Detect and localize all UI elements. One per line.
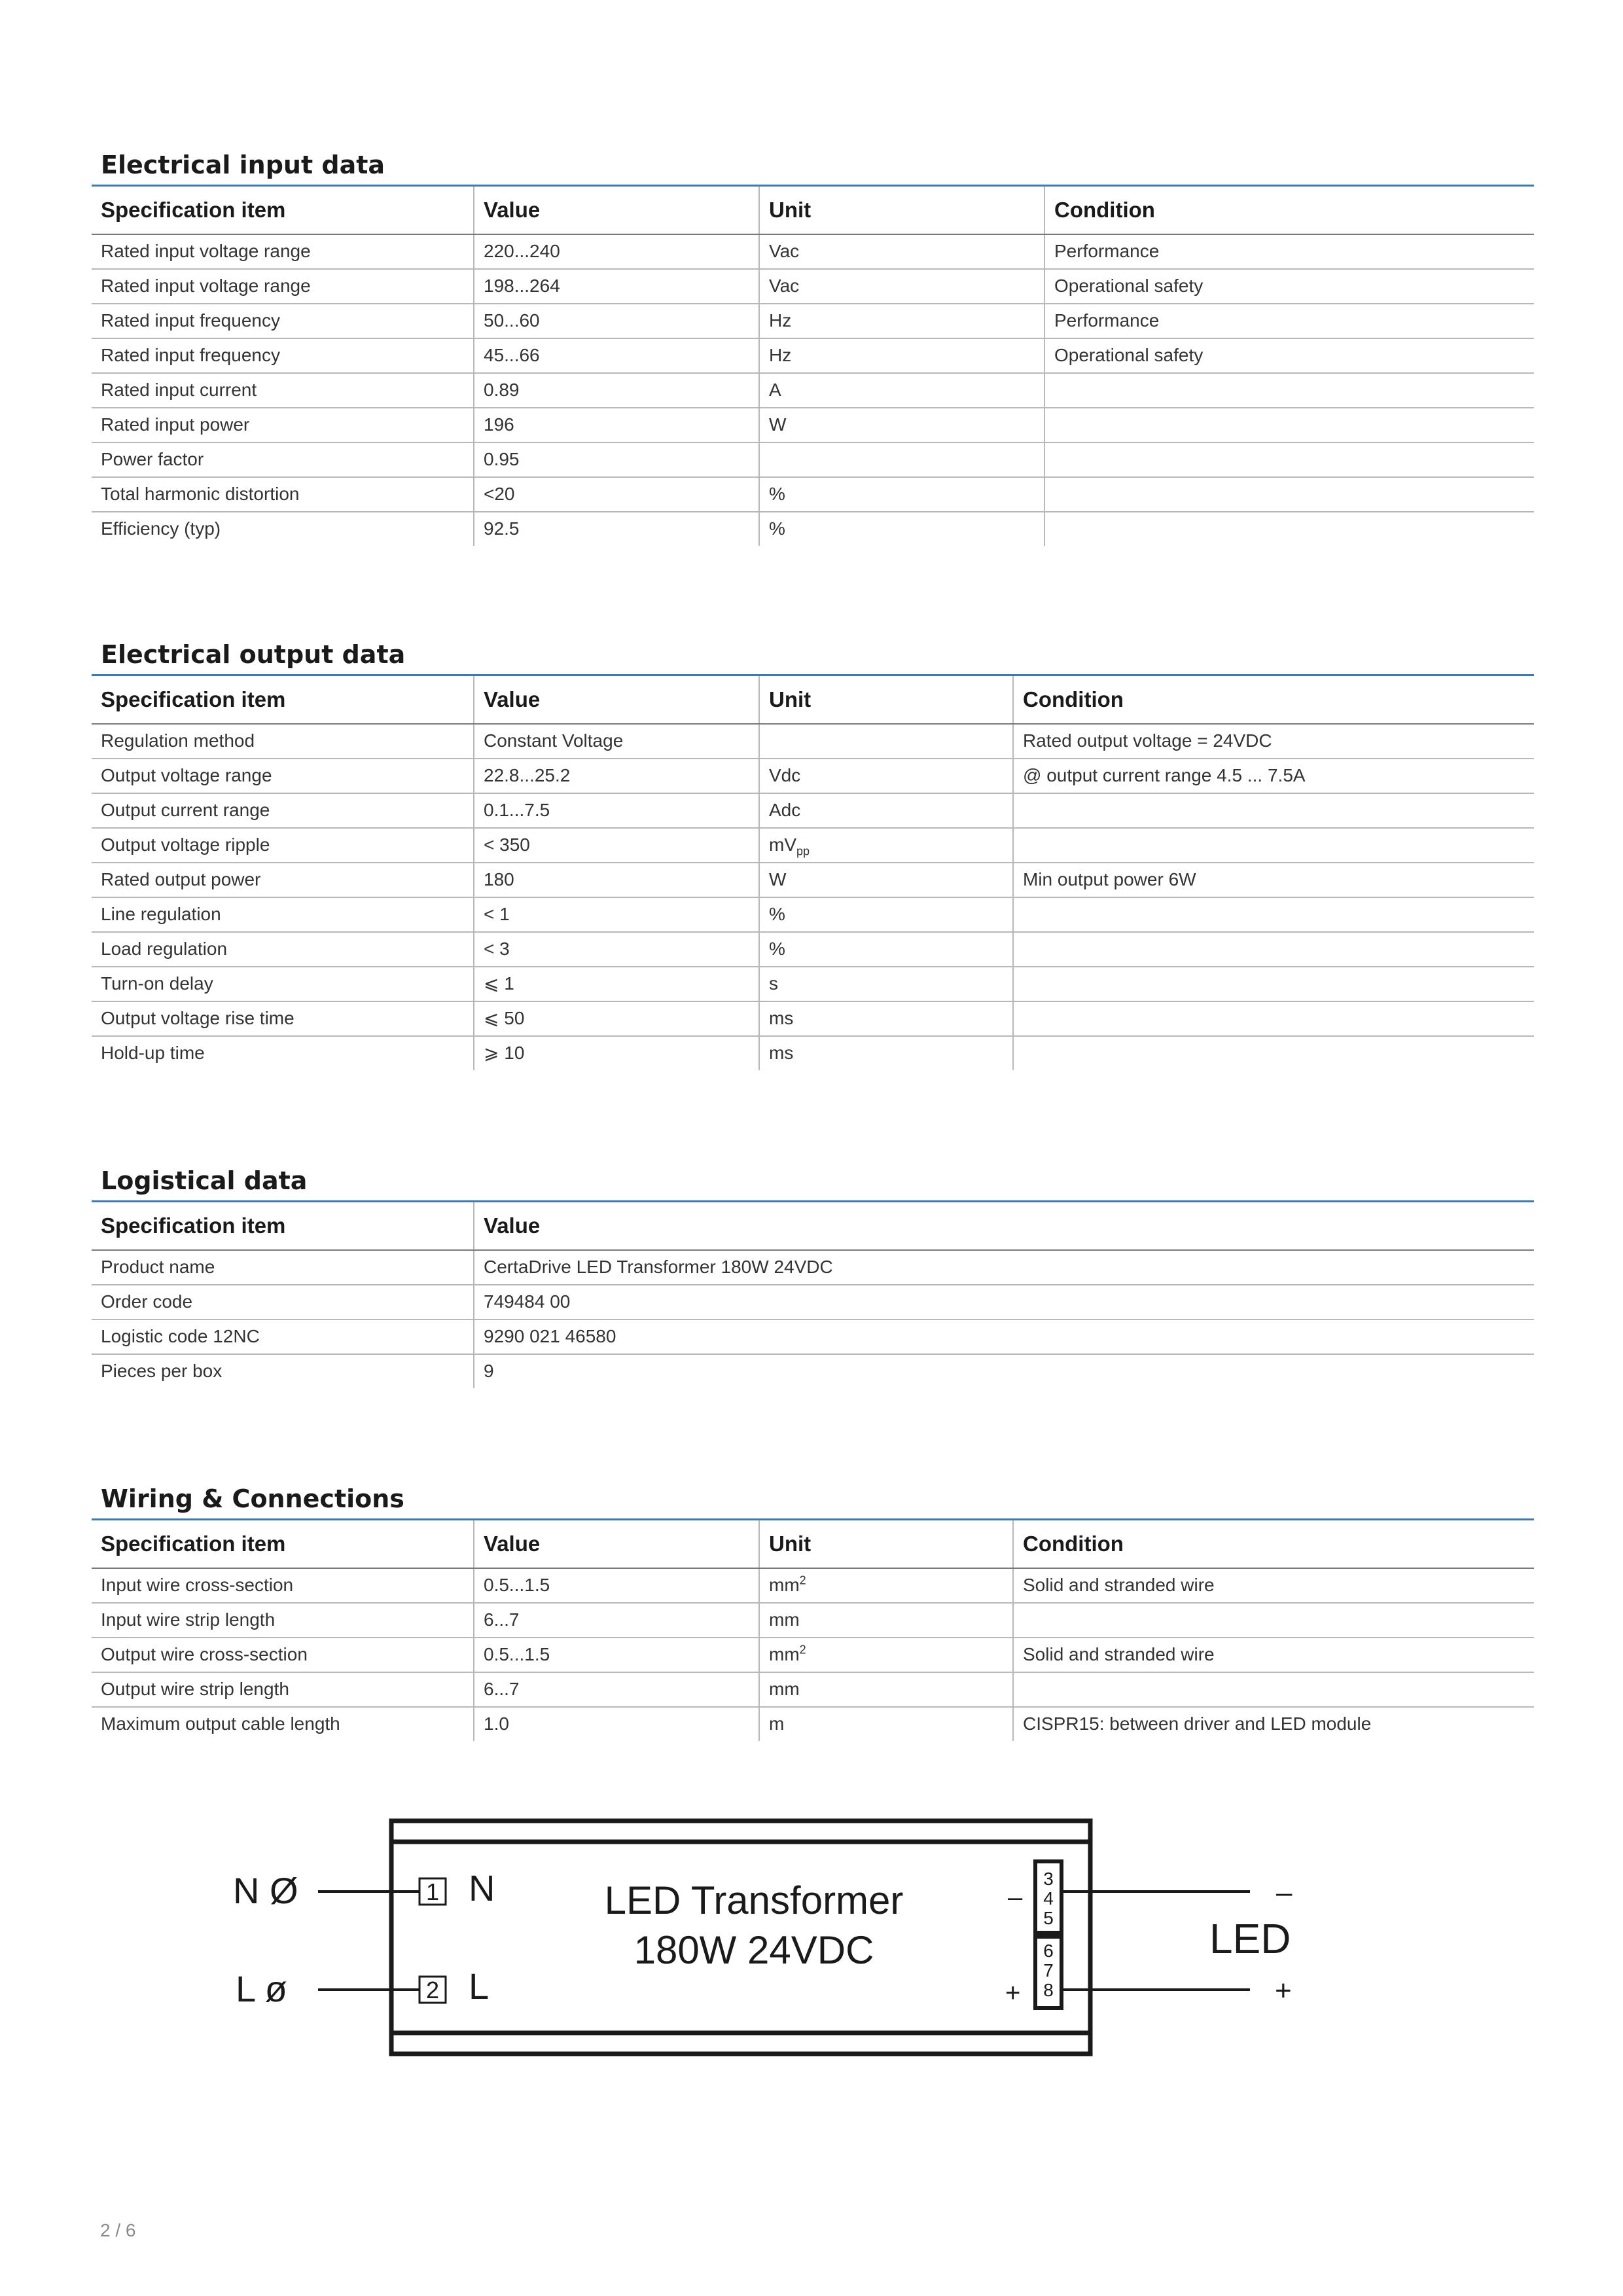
column-header: Value (474, 1202, 1534, 1250)
cell: Hold-up time (101, 1043, 205, 1063)
cell: 0.5...1.5 (474, 1568, 759, 1603)
pin-number: 8 (1043, 1980, 1054, 2000)
table-row (92, 897, 1534, 932)
table-row (92, 1707, 1534, 1741)
cell: 0.1...7.5 (474, 793, 759, 828)
column-header: Condition (1044, 187, 1534, 234)
cell: Vac (759, 234, 1044, 269)
cell: W (759, 408, 1044, 442)
cell: Turn-on delay (92, 967, 474, 1001)
cell: Regulation method (92, 724, 474, 759)
cell: Operational safety (1044, 269, 1534, 304)
cell: CISPR15: between driver and LED module (1013, 1707, 1534, 1741)
cell: Output wire cross-section (92, 1638, 474, 1672)
cell: 180 (474, 863, 759, 897)
table-row (92, 1036, 1534, 1070)
cell: 0.89 (474, 373, 759, 408)
cell: m (759, 1707, 1013, 1741)
table-row (92, 1250, 1534, 1285)
cell: Rated input frequency (92, 338, 474, 373)
cell (1013, 1672, 1534, 1707)
cell (759, 1638, 1013, 1672)
electrical-output-table (92, 676, 1534, 1070)
cell: Performance (1044, 234, 1534, 269)
cell: Output current range (92, 793, 474, 828)
cell (759, 442, 1044, 477)
table-row (92, 373, 1534, 408)
cell (1013, 932, 1534, 967)
cell: mm (759, 1672, 1013, 1707)
cell: Rated input power (92, 408, 474, 442)
cell: W (759, 863, 1013, 897)
cell: s (759, 967, 1013, 1001)
cell: @ output current range 4.5 ... 7.5A (1013, 759, 1534, 793)
cell (1044, 408, 1534, 442)
table-row (92, 1638, 1534, 1672)
table-row (92, 1568, 1534, 1603)
cell: < 3 (474, 932, 759, 967)
cell: Output voltage rise time (92, 1001, 474, 1036)
cell: % (759, 932, 1013, 967)
cell: Solid and stranded wire (1013, 1638, 1534, 1672)
cell (1013, 1603, 1534, 1638)
cell: mm (759, 1603, 1013, 1638)
table-row (92, 759, 1534, 793)
cell: % (759, 512, 1044, 546)
diagram-title-line1: LED Transformer (604, 1878, 904, 1922)
column-header: Value (474, 1520, 759, 1568)
cell: 6...7 (474, 1672, 759, 1707)
cell: ms (759, 1001, 1013, 1036)
cell: Output voltage range (92, 759, 474, 793)
unit-text: mm (769, 1575, 800, 1595)
cell: Min output power 6W (1013, 863, 1534, 897)
cell: Logistic code 12NC (92, 1319, 474, 1354)
cell: < 350 (474, 828, 759, 863)
cell: ⩽ 50 (474, 1001, 759, 1036)
minus-inner-label: – (1008, 1883, 1023, 1912)
output-terminal-block (1035, 1861, 1061, 2008)
led-label: LED (1209, 1915, 1291, 1962)
column-header: Condition (1013, 1520, 1534, 1568)
pin-number: 6 (1043, 1941, 1054, 1961)
cell: Performance (1044, 304, 1534, 338)
cell: % (759, 477, 1044, 512)
minus-outer-label: – (1276, 1876, 1293, 1909)
input-n-label: N Ø (233, 1870, 298, 1911)
cell: 50...60 (474, 304, 759, 338)
table-row (92, 724, 1534, 759)
cell: Rated input frequency (92, 304, 474, 338)
input-l-label: L ø (236, 1968, 287, 2009)
table-row (92, 408, 1534, 442)
wiring-table (92, 1520, 1534, 1741)
pin-number: 3 (1043, 1869, 1054, 1889)
cell: Constant Voltage (474, 724, 759, 759)
column-header: Specification item (92, 1520, 474, 1568)
cell: 9290 021 46580 (474, 1319, 1534, 1354)
table-header-row (92, 1520, 1534, 1568)
page-number: 2 / 6 (100, 2220, 136, 2240)
cell (1044, 512, 1534, 546)
table-header-row (92, 187, 1534, 234)
cell: Efficiency (typ) (101, 518, 221, 539)
wiring-diagram (196, 1793, 1322, 2068)
cell: Line regulation (92, 897, 474, 932)
logistical-table (92, 1202, 1534, 1388)
wiring-section (92, 1479, 1534, 1741)
cell: Hz (759, 304, 1044, 338)
terminal-2-number: 2 (425, 1977, 440, 2003)
table-row (92, 1603, 1534, 1638)
table-row (92, 234, 1534, 269)
column-header: Condition (1013, 676, 1534, 724)
cell: 0.95 (474, 442, 759, 477)
cell: Load regulation (92, 932, 474, 967)
cell: 1.0 (474, 1707, 759, 1741)
column-header: Specification item (92, 187, 474, 234)
table-row (92, 269, 1534, 304)
cell: Input wire strip length (92, 1603, 474, 1638)
table-row (92, 477, 1534, 512)
table-row (92, 1001, 1534, 1036)
cell: Vac (759, 269, 1044, 304)
cell: ⩾ 10 (474, 1036, 759, 1070)
cell: 45...66 (474, 338, 759, 373)
column-header: Value (474, 187, 759, 234)
cell: 9 (474, 1354, 1534, 1388)
cell: ms (759, 1036, 1013, 1070)
column-header: Unit (759, 1520, 1013, 1568)
cell: ⩽ 1 (474, 967, 759, 1001)
cell: 0.5...1.5 (474, 1638, 759, 1672)
section-title: Electrical output data (92, 635, 1534, 676)
table-row (92, 1319, 1534, 1354)
cell: Operational safety (1044, 338, 1534, 373)
cell: Product name (92, 1250, 474, 1285)
column-header: Specification item (92, 676, 474, 724)
terminal-n-label: N (469, 1867, 495, 1909)
column-header: Specification item (92, 1202, 474, 1250)
table-header-row (92, 676, 1534, 724)
table-row (92, 512, 1534, 546)
plus-inner-label: + (1005, 1979, 1021, 2007)
cell (1013, 1036, 1534, 1070)
electrical-input-table (92, 187, 1534, 546)
cell: Solid and stranded wire (1013, 1568, 1534, 1603)
cell (1013, 1001, 1534, 1036)
cell: Hz (759, 338, 1044, 373)
cell: Maximum output cable length (101, 1713, 340, 1734)
cell (1044, 477, 1534, 512)
cell: < 1 (474, 897, 759, 932)
table-row (92, 828, 1534, 863)
cell: Rated input voltage range (92, 234, 474, 269)
cell: Power factor (92, 442, 474, 477)
logistical-section (92, 1161, 1534, 1388)
section-title: Electrical input data (92, 145, 1534, 187)
cell: <20 (474, 477, 759, 512)
table-row (92, 304, 1534, 338)
cell: 749484 00 (474, 1285, 1534, 1319)
diagram-title-line2: 180W 24VDC (633, 1928, 874, 1972)
pin-number: 7 (1043, 1960, 1054, 1981)
cell: Pieces per box (101, 1361, 223, 1381)
unit-superscript: 2 (799, 1573, 806, 1587)
section-title: Logistical data (92, 1161, 1534, 1202)
unit-text: mV (769, 834, 796, 855)
cell (1013, 897, 1534, 932)
cell: Adc (759, 793, 1013, 828)
cell (1013, 967, 1534, 1001)
table-row (92, 863, 1534, 897)
cell (1013, 793, 1534, 828)
cell (1013, 828, 1534, 863)
cell: CertaDrive LED Transformer 180W 24VDC (474, 1250, 1534, 1285)
table-row (92, 442, 1534, 477)
electrical-output-section (92, 635, 1534, 1070)
plus-outer-label: + (1275, 1975, 1292, 2007)
cell: 198...264 (474, 269, 759, 304)
unit-text: mm (769, 1644, 800, 1664)
cell: 6...7 (474, 1603, 759, 1638)
cell: 22.8...25.2 (474, 759, 759, 793)
terminal-1-number: 1 (425, 1878, 440, 1905)
cell: Output voltage ripple (92, 828, 474, 863)
table-row (92, 967, 1534, 1001)
cell: Rated output power (92, 863, 474, 897)
unit-superscript: 2 (799, 1643, 806, 1657)
cell: Rated output voltage = 24VDC (1013, 724, 1534, 759)
cell (1044, 373, 1534, 408)
electrical-input-section (92, 145, 1534, 546)
column-header: Unit (759, 187, 1044, 234)
cell: Input wire cross-section (92, 1568, 474, 1603)
cell (759, 724, 1013, 759)
cell: 220...240 (474, 234, 759, 269)
table-row (92, 338, 1534, 373)
pin-number: 4 (1043, 1888, 1054, 1909)
table-header-row (92, 1202, 1534, 1250)
pin-number: 5 (1043, 1908, 1054, 1928)
table-row (92, 1285, 1534, 1319)
column-header: Unit (759, 676, 1013, 724)
cell: A (759, 373, 1044, 408)
unit-subscript: pp (796, 844, 810, 858)
column-header: Value (474, 676, 759, 724)
cell: Rated input voltage range (92, 269, 474, 304)
cell (759, 828, 1013, 863)
table-row (92, 1354, 1534, 1388)
cell: Vdc (759, 759, 1013, 793)
cell: 92.5 (474, 512, 759, 546)
cell: Rated input current (92, 373, 474, 408)
cell (1044, 442, 1534, 477)
cell: % (759, 897, 1013, 932)
cell (759, 1568, 1013, 1603)
cell: Output wire strip length (92, 1672, 474, 1707)
table-row (92, 793, 1534, 828)
cell: Order code (92, 1285, 474, 1319)
section-title: Wiring & Connections (92, 1479, 1534, 1520)
table-row (92, 932, 1534, 967)
table-row (92, 1672, 1534, 1707)
cell: Total harmonic distortion (92, 477, 474, 512)
cell: 196 (474, 408, 759, 442)
terminal-l-label: L (469, 1965, 490, 2007)
